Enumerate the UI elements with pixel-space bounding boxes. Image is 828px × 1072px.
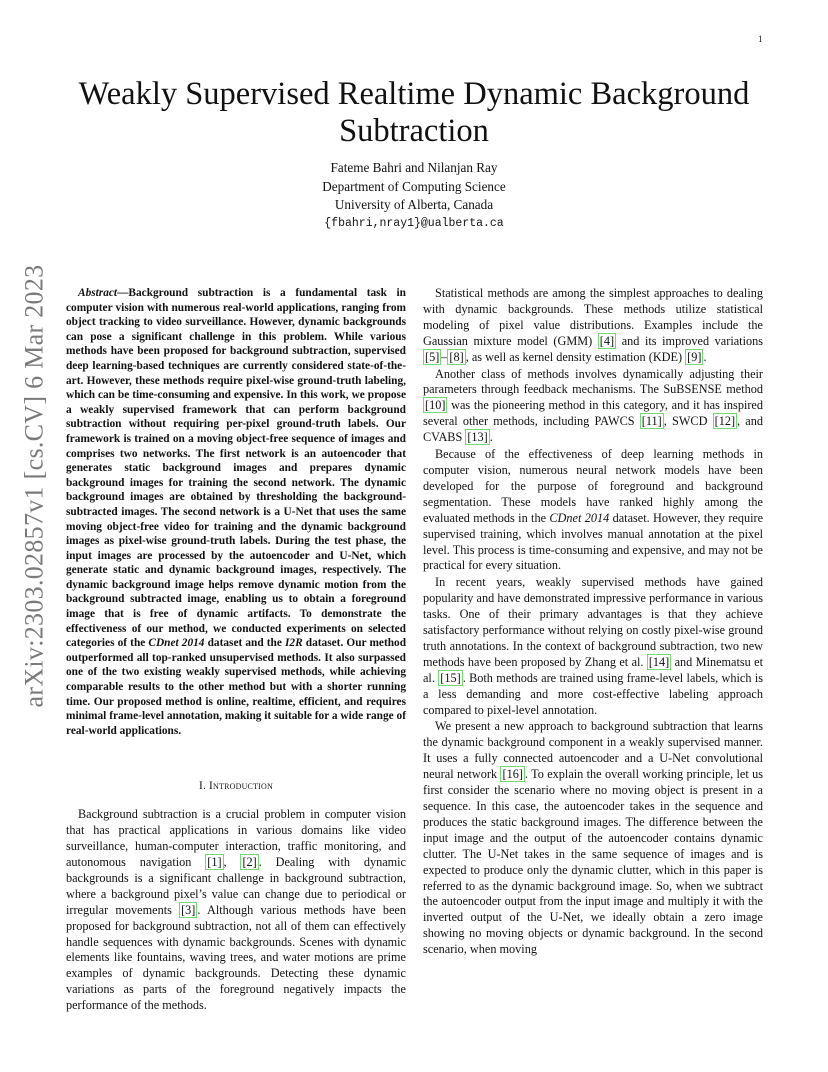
body-text: and its improved variations [616, 333, 763, 348]
body-text: was the pioneering method in this category, and it has inspired several other methods, including PAWCS [423, 398, 763, 429]
body-text: We present a new approach to background subtraction that learns the dynamic background component in a weakly supervised manner. It uses a fully connected autoencoder and a U-Net convolutional neural network [423, 719, 763, 782]
section-number: I. [199, 780, 207, 793]
intro-paragraph-1 [66, 807, 406, 1014]
citation-link[interactable]: [8] [449, 349, 464, 364]
body-text: Because of the effectiveness of deep learning methods in computer vision, numerous neural network models have been developed for the purpose of foreground and background segmentation. These models have ranked highly among the evaluated methods in the [423, 447, 763, 525]
right-column [423, 286, 763, 959]
author-block [214, 159, 614, 233]
intro-text: Background subtraction is a crucial problem in computer vision that has practical applications in various domains like video surveillance, human-computer interaction, traffic monitoring, and autonomous navigation [66, 807, 406, 870]
dataset-name: CDnet 2014 [549, 510, 610, 525]
body-text: , as well as kernel density estimation (KDE) [465, 349, 686, 364]
body-paragraph-statistical [423, 286, 763, 366]
body-text: dataset. However, they require supervised training, which involves manual annotation at the pixel level. This process is time-consuming and expensive, and may not be practical for every situation. [423, 510, 764, 573]
body-text: . To explain the overall working principle, let us first consider the scenario where no moving object is present in a sequence. In this case, the autoencoder takes in the sequence and produces the static background images. The difference between the input image and the output of the autoencoder contains dynamic clutter. The U-Net takes in the same sequence of images and is expected to produce only the dynamic clutter, which in this paper is referred to as the dynamic background image. So, when we subtract the autoencoder output from the input image and multiply it with the inverted output of the U-Net, we ideally obtain a zero image showing no moving objects or dynamic background. In the second scenario, when moving [423, 767, 763, 957]
citation-link[interactable]: [9] [687, 349, 702, 364]
abstract-dataset-cdnet: CDnet 2014 [148, 637, 205, 650]
arxiv-stamp-text: arXiv:2303.02857v1 [cs.CV] 6 Mar 2023 [19, 264, 48, 707]
page-number: 1 [758, 34, 763, 44]
citation-link[interactable]: [11] [641, 414, 662, 429]
citation-link[interactable]: [5] [425, 349, 440, 364]
author-department: Department of Computing Science [322, 178, 506, 194]
citation-link[interactable]: [3] [181, 902, 196, 917]
body-text: . [703, 349, 707, 364]
intro-text: . Although various methods have been proposed for background subtraction, not all of them can effectively handle sequences with dynamic backgrounds. Scenes with dynamic elements like fountains, waving trees, and water motions are prime examples of dynamic backgrounds. Detecting these dynamic variations as parts of the foreground negatively impacts the performance of the methods. [66, 902, 406, 1013]
intro-text: . Dealing with dynamic backgrounds is a significant challenge in background subtraction, where a background pixel’s value can change due to periodical or irregular movements [66, 855, 406, 917]
body-text: – [441, 349, 448, 364]
citation-link[interactable]: [10] [425, 398, 446, 413]
abstract-dash: — [117, 287, 129, 299]
body-text: In recent years, weakly supervised methods have gained popularity and have demonstrated impressive performance in various tasks. One of their primary advantages is that they achieve satisfactory performance without relying on costly pixel-wise ground truth annotations. In the context of background subtraction, two new methods have been proposed by Zhang et al. [423, 575, 763, 669]
section-title: Introduction [209, 780, 273, 793]
author-email: {fbahri,nray1}@ualberta.ca [324, 216, 504, 230]
citation-link[interactable]: [12] [714, 414, 736, 429]
body-text: . Both methods are trained using frame-level labels, which is a less demanding and more cost-effective labeling approach compared to pixel-level annotation. [423, 670, 763, 717]
body-text: Statistical methods are among the simplest approaches to dealing with dynamic backgrounds. These methods utilize statistical modeling of pixel value distributions. Examples include the Gaussian mixture model (GMM) [423, 286, 763, 348]
abstract-text-1: Background subtraction is a fundamental task in computer vision with numerous real-world applications, ranging from object tracking to video surveillance. However, dynamic backgrounds can pose a significant challenge in this problem. While various methods have been proposed for background subtraction, supervised deep learning-based techniques are currently considered state-of-the-art. However, these methods require pixel-wise ground-truth labeling, which can be time-consuming and expensive. In this work, we propose a weakly supervised framework that can perform background subtraction without requiring per-pixel ground-truth labels. Our framework is trained on a moving object-free sequence of images and comprises two networks. The first network is an autoencoder that generates static background images and prepares dynamic background images for training the second network. The dynamic background images are obtained by thresholding the background-subtracted images. The second network is a U-Net that uses the same moving object-free video for training and the dynamic background images as pixel-wise ground-truth labels. During the test phase, the input images are processed by the autoencoder and U-Net, which generate static and dynamic background images, respectively. The dynamic background image helps remove dynamic motion from the background subtracted image, enabling us to obtain a foreground image that is free of dynamic artifacts. To demonstrate the effectiveness of our method, we conducted experiments on selected categories of the [66, 287, 406, 650]
intro-text: , [223, 855, 241, 870]
author-names: Fateme Bahri and Nilanjan Ray [330, 160, 498, 175]
body-text: , and CVABS [423, 414, 763, 445]
paper-title: Weakly Supervised Realtime Dynamic Background Subtraction [78, 76, 750, 149]
body-text: . [489, 430, 493, 445]
left-column [66, 286, 406, 1014]
abstract-dataset-i2r: I2R [285, 637, 303, 650]
citation-link[interactable]: [15] [440, 670, 461, 685]
body-paragraph-weakly-supervised [423, 575, 763, 718]
body-text: Another class of methods involves dynamically adjusting their parameters through feedback mechanisms. The SuBSENSE method [423, 366, 763, 397]
abstract-text-3: dataset. Our method outperformed all top-ranked unsupervised methods. It also surpassed one of the two existing weakly supervised methods, while achieving comparable results to the other method but with a shorter running time. Our proposed method is online, realtime, efficient, and requires minimal frame-level annotation, making it suitable for a wide range of real-world applications. [66, 637, 407, 737]
author-university: University of Alberta, Canada [334, 197, 494, 212]
citation-link[interactable]: [2] [242, 855, 257, 870]
citation-link[interactable]: [16] [502, 767, 523, 782]
body-paragraph-approach [423, 719, 763, 958]
body-paragraph-feedback [423, 367, 763, 447]
citation-link[interactable]: [1] [207, 855, 222, 870]
citation-link[interactable]: [4] [599, 333, 615, 348]
body-text: and Minematsu et al. [423, 654, 763, 685]
body-text: , SWCD [663, 414, 713, 429]
arxiv-stamp [14, 264, 54, 707]
body-paragraph-deep-learning [423, 447, 763, 574]
abstract [66, 286, 406, 738]
section-heading-introduction [66, 779, 406, 795]
abstract-text-2: dataset and the [204, 637, 286, 650]
abstract-label: Abstract [78, 287, 118, 299]
citation-link[interactable]: [13] [467, 430, 488, 445]
citation-link[interactable]: [14] [648, 654, 670, 669]
